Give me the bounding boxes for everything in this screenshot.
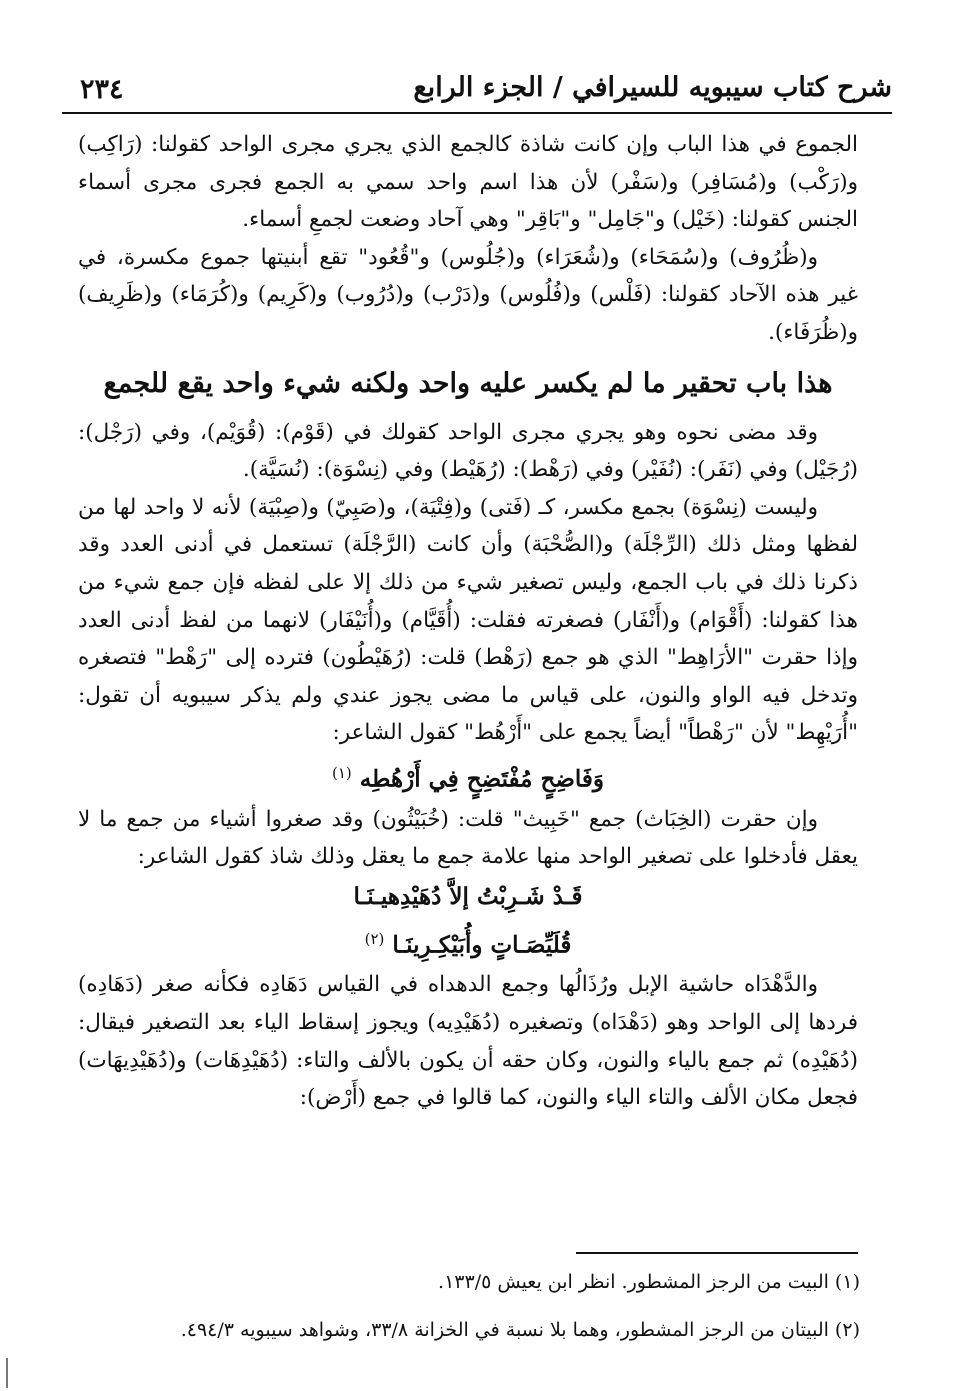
section-heading: هذا باب تحقير ما لم يكسر عليه واحد ولكنه شيء واحد يقع للجمع <box>103 367 833 399</box>
verse-3-text: قُلَيِّصَـاتٍ وأُبَيْكِـرِينَـا <box>392 931 572 959</box>
running-title: شرح كتاب سيبويه للسيرافي / الجزء الرابع <box>413 72 892 103</box>
paragraph-2: و(ظُرُوف) و(سُمَحَاء) و(شُعَرَاء) و(جُلُوس) و"قُعُود" تقع أبنيتها جموع مكسرة، في غير هذه الآحاد كقولنا: (فَلْس) و(فُلُوس) و(دَرْب) و(دُرُوب) و(كَرِيم) و(كُرَمَاء) و(ظَرِيف) و(ظُرَفَاء). <box>78 244 858 345</box>
footnote-2: (٢) البيتان من الرجز المشطور، وهما بلا نسبة في الخزانة ٣٣/٨، وشواهد سيبويه ٤٩٤/٣. <box>180 1319 860 1341</box>
page-header <box>62 62 892 114</box>
paragraph-4: وليست (نِسْوَة) بجمع مكسر، كـ (فَتى) و(فِتْيَة)، و(صَبِيّ) و(صِبْيَة) لأنه لا واحد لها من لفظها ومثل ذلك (الرِّجْلَة) و(الصُّحْبَة) وأن كانت (الرَّجْلَة) تستعمل في أدنى العدد وقد ذكرنا ذلك في باب الجمع، وليس تصغير شيء من ذلك إلا على لفظه فإن جمع شيء من هذا كقولنا: (أَقْوَام) و(أَنْفَار) فصغرته فقلت: (أُقَيَّام) و(أُنَيْفَار) لانهما من لفظ أدنى العدد وإذا حقرت "الأرَاهِط" الذي هو جمع (رَهْط) قلت: (رُهَيْطُون) فترده إلى "رَهْط" فتصغره وتدخل فيه الواو والنون، على قياس ما مضى يجوز عندي ولم يذكر سيبويه أن تقول: "أُرَيْهِط" لأن "رَهْطاً" أيضاً يجمع على "أَرْهُط" كقول الشاعر: <box>78 494 858 746</box>
paragraph-5: وإن حقرت (الخِبَاث) جمع "خَبِيث" قلت: (خُبَيْثُون) وقد صغروا أشياء من جمع ما لا يعقل فأدخلوا على تصغير الواحد منها علامة جمع ما يعقل وذلك شاذ كقول الشاعر: <box>78 806 858 870</box>
footnote-rule <box>576 1252 858 1254</box>
body-text <box>78 126 858 1117</box>
footnote-1: (١) البيت من الرجز المشطور. انظر ابن يعيش ١٣٣/٥. <box>438 1271 860 1293</box>
paragraph-3: وقد مضى نحوه وهو يجري مجرى الواحد كقولك في (قَوْم): (قُوَيْم)، وفي (رَجْل): (رُجَيْل) وفي (نَفَر): (نُفَيْر) وفي (رَهْط): (رُهَيْط) وفي (نِسْوَة): (نُسَيَّة). <box>78 419 858 483</box>
scan-edge-mark <box>6 1358 8 1388</box>
verse-3 <box>78 918 858 967</box>
page-number: ٢٣٤ <box>80 74 124 105</box>
footnote-marker-1: (١) <box>332 763 352 782</box>
header-rule <box>62 112 892 114</box>
footnotes <box>80 1258 860 1354</box>
paragraph-1: الجموع في هذا الباب وإن كانت شاذة كالجمع الذي يجري مجرى الواحد كقولنا: (رَاكِب) و(رَكْب) و(مُسَافِر) و(سَفْر) لأن هذا اسم واحد سمي به الجمع فجرى مجرى أسماء الجنس كقولنا: (خَيْل) و"جَامِل" و"بَاقِر" وهي آحاد وضعت لجمعِ أسماء. <box>78 132 858 233</box>
footnote-marker-2: (٢) <box>364 929 385 948</box>
paragraph-6: والدَّهْدَاه حاشية الإبل ورُذَالُها وجمع الدهداه في القياس دَهَادِه فكأنه صغر (دَهَادِه) فردها إلى الواحد وهو (دَهْدَاه) وتصغيره (دُهَيْدِيه) ويجوز إسقاط الياء بعد التصغير فيقال: (دُهَيْدِه) ثم جمع بالياء والنون، وكان حقه أن يكون بالألف والتاء: (دُهَيْدِهَات) و(دُهَيْدِيهَات) فجعل مكان الألف والتاء الياء والنون، كما قالوا في جمع (أَرْض): <box>78 972 858 1111</box>
verse-1 <box>78 752 858 801</box>
verse-2: قَـدْ شَـرِبْتُ إلاَّ دُهَيْدِهيـنَـا <box>353 882 583 910</box>
verse-1-text: وَفَاضِحٍ مُفْتَضِحٍ فِي أَرْهُطِه <box>359 765 604 793</box>
